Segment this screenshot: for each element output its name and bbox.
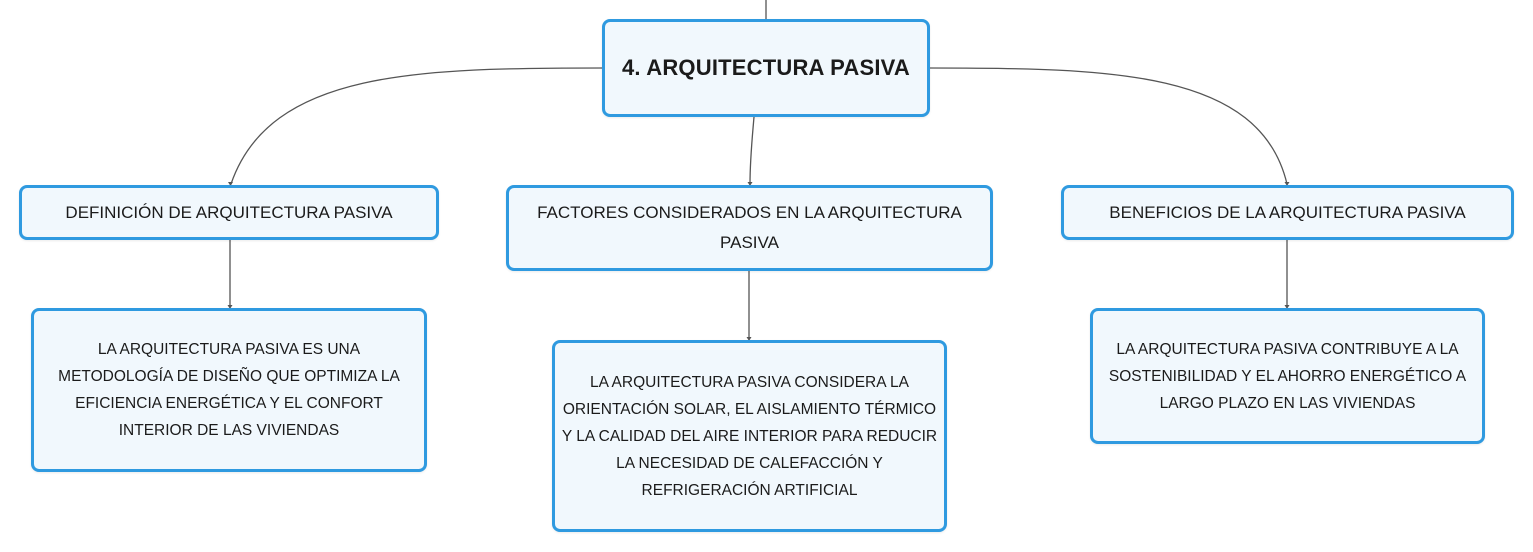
connector-root-topic-2	[750, 117, 754, 184]
root-node-label: 4. ARQUITECTURA PASIVA	[622, 55, 910, 80]
connector-root-topic-1	[231, 68, 603, 184]
topic-node-label: FACTORES CONSIDERADOS EN LA ARQUITECTURA PASIVA	[537, 203, 962, 252]
detail-node-definicion[interactable]	[31, 308, 427, 472]
detail-node-text: LA ARQUITECTURA PASIVA ES UNA METODOLOGÍA DE DISEÑO QUE OPTIMIZA LA EFICIENCIA ENERGÉTICA Y EL CONFORT INTERIOR DE LAS VIVIENDAS	[58, 341, 400, 439]
root-node[interactable]	[602, 19, 930, 117]
detail-node-text: LA ARQUITECTURA PASIVA CONTRIBUYE A LA SOSTENIBILIDAD Y EL AHORRO ENERGÉTICO A LARGO PLAZO EN LAS VIVIENDAS	[1108, 340, 1467, 412]
topic-node-definicion[interactable]	[19, 185, 439, 240]
topic-node-label: DEFINICIÓN DE ARQUITECTURA PASIVA	[65, 202, 393, 222]
topic-node-beneficios[interactable]	[1061, 185, 1514, 240]
detail-node-factores[interactable]	[552, 340, 947, 532]
detail-node-beneficios[interactable]	[1090, 308, 1485, 444]
detail-node-text: LA ARQUITECTURA PASIVA CONSIDERA LA ORIENTACIÓN SOLAR, EL AISLAMIENTO TÉRMICO Y LA CALIDAD DEL AIRE INTERIOR PARA REDUCIR LA NECESIDAD DE CALEFACCIÓN Y REFRIGERACIÓN ARTIFICIAL	[561, 373, 938, 499]
topic-node-factores[interactable]	[506, 185, 993, 271]
connector-root-topic-3	[929, 68, 1287, 184]
topic-node-label: BENEFICIOS DE LA ARQUITECTURA PASIVA	[1109, 202, 1466, 222]
